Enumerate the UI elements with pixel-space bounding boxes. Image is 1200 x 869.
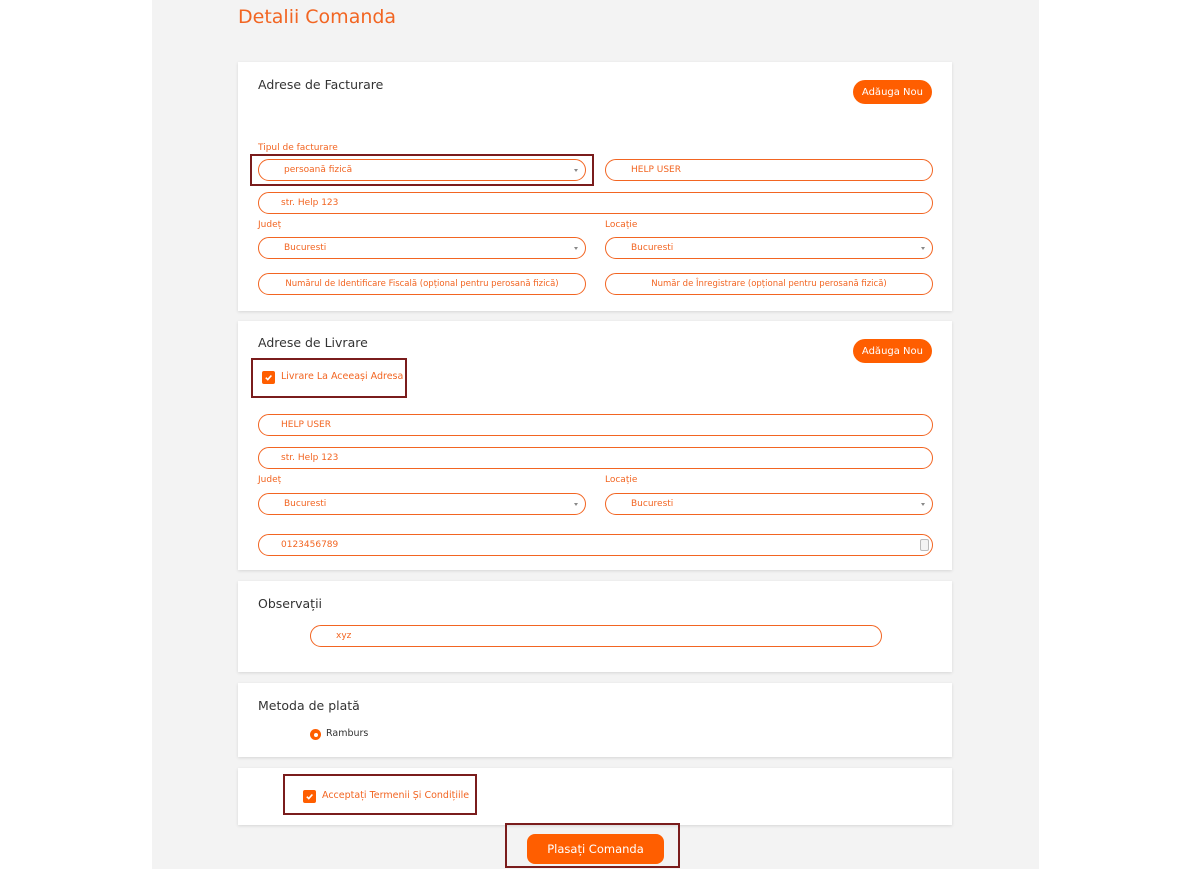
billing-location-value: Bucuresti: [631, 243, 674, 253]
observations-field[interactable]: [310, 625, 882, 647]
billing-street-field[interactable]: [258, 192, 933, 214]
add-billing-address-button[interactable]: Adăuga Nou: [853, 80, 932, 104]
delivery-section-title: Adrese de Livrare: [258, 335, 368, 350]
billing-type-value: persoană fizică: [284, 165, 353, 175]
registration-number-placeholder: Număr de Înregistrare (opțional pentru perosană fizică): [651, 279, 887, 289]
payment-title: Metoda de plată: [258, 698, 360, 713]
billing-county-select[interactable]: [258, 237, 586, 259]
ramburs-radio[interactable]: [310, 729, 321, 740]
payment-method-card: [238, 683, 952, 757]
observations-title: Observații: [258, 596, 323, 611]
billing-name-field[interactable]: [605, 159, 933, 181]
billing-section-title: Adrese de Facturare: [258, 77, 384, 92]
billing-address-card: [238, 62, 952, 311]
phone-field[interactable]: [258, 534, 933, 556]
terms-label: Acceptați Termenii Și Condițiile: [322, 790, 470, 801]
phone-value: 0123456789: [281, 540, 339, 550]
delivery-location-label: Locație: [605, 475, 638, 485]
billing-name-value: HELP USER: [631, 165, 681, 175]
delivery-county-select[interactable]: [258, 493, 586, 515]
delivery-name-value: HELP USER: [281, 420, 331, 430]
billing-type-highlight: [250, 154, 594, 186]
tax-id-placeholder: Numărul de Identificare Fiscală (opțional pentru perosană fizică): [285, 279, 559, 289]
billing-location-label: Locație: [605, 220, 638, 230]
billing-location-select[interactable]: [605, 237, 933, 259]
check-icon: [264, 373, 273, 382]
delivery-county-value: Bucuresti: [284, 499, 327, 509]
terms-card: [238, 768, 952, 825]
add-delivery-address-button[interactable]: Adăuga Nou: [853, 339, 932, 363]
delivery-address-card: [238, 321, 952, 570]
observations-card: [238, 581, 952, 672]
delivery-county-label: Județ: [258, 475, 282, 485]
delivery-street-value: str. Help 123: [281, 453, 339, 463]
billing-county-label: Județ: [258, 220, 282, 230]
same-address-checkbox[interactable]: [262, 371, 275, 384]
registration-number-field[interactable]: [605, 273, 933, 295]
billing-county-value: Bucuresti: [284, 243, 327, 253]
delivery-location-select[interactable]: [605, 493, 933, 515]
delivery-street-field[interactable]: [258, 447, 933, 469]
terms-checkbox[interactable]: [303, 790, 316, 803]
observations-value: xyz: [336, 631, 352, 641]
delivery-location-value: Bucuresti: [631, 499, 674, 509]
delivery-name-field[interactable]: [258, 414, 933, 436]
tax-id-field[interactable]: [258, 273, 586, 295]
billing-street-value: str. Help 123: [281, 198, 339, 208]
phone-stepper[interactable]: [920, 539, 929, 551]
place-order-button[interactable]: Plasați Comanda: [527, 834, 664, 864]
ramburs-label: Ramburs: [326, 728, 369, 739]
billing-type-label: Tipul de facturare: [258, 143, 338, 153]
same-address-label: Livrare La Aceeași Adresa: [281, 371, 404, 382]
page-title: Detalii Comanda: [238, 6, 397, 28]
check-icon: [305, 792, 314, 801]
